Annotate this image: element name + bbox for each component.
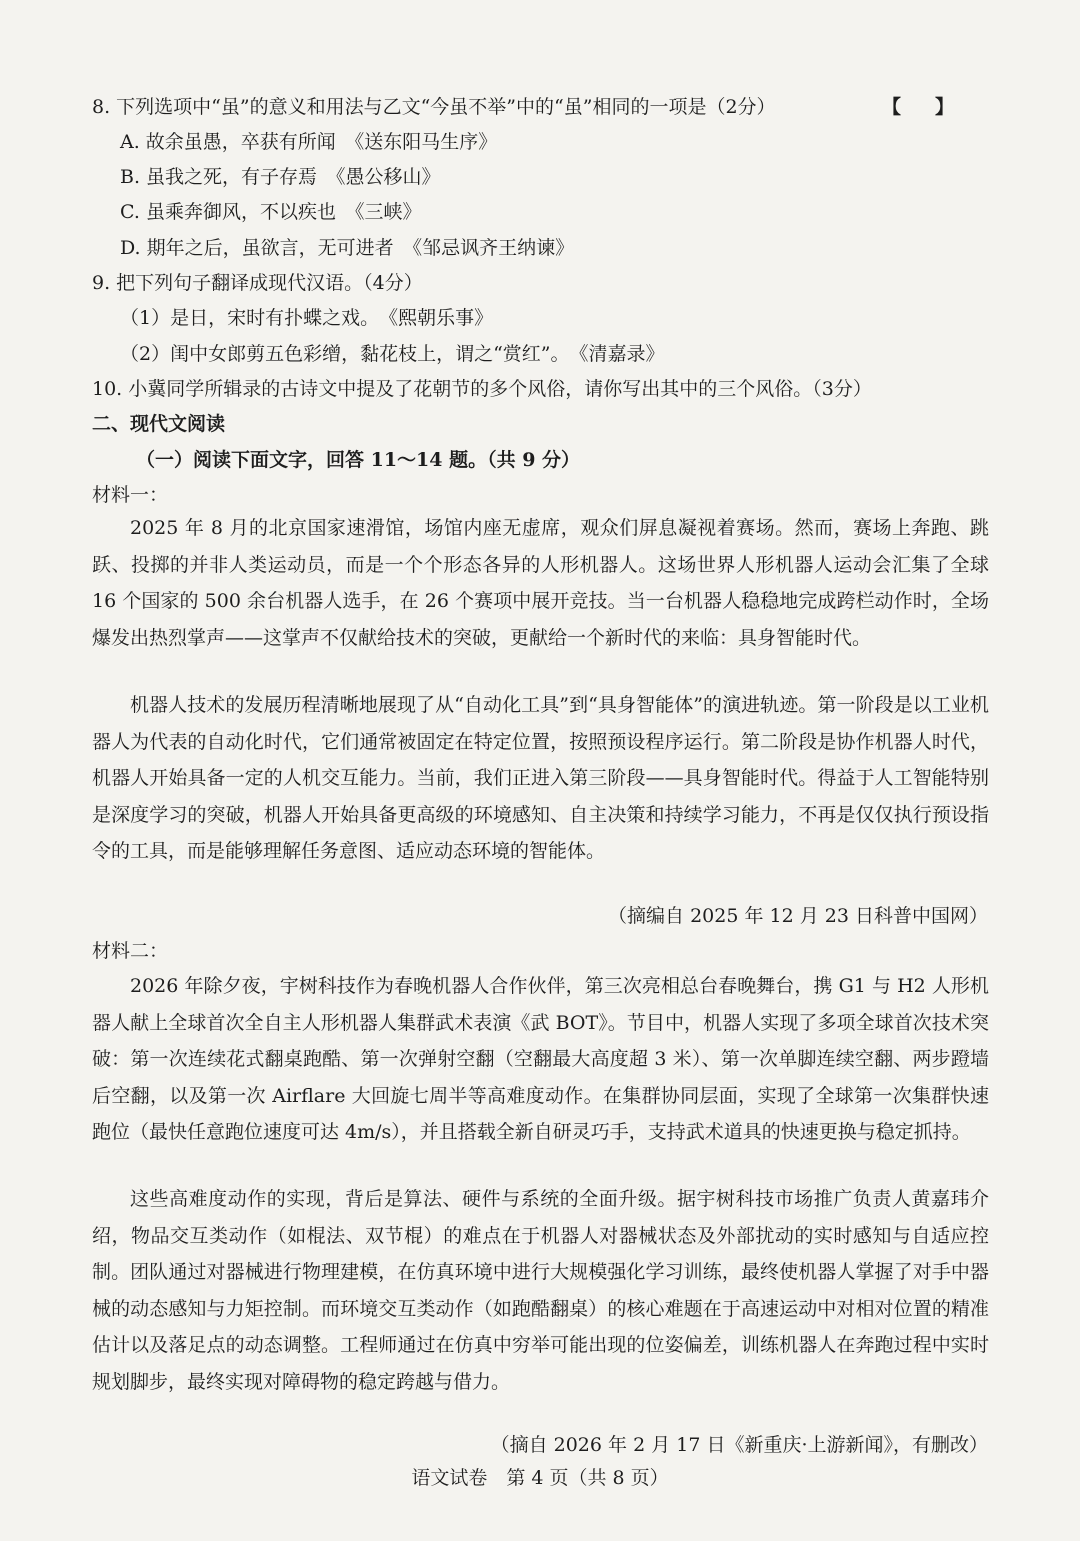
q8-option-d: D. 期年之后，虽欲言，无可进者 《邹忌讽齐王纳谏》 (120, 237, 575, 259)
page-footer: 语文试卷 第 4 页（共 8 页） (411, 1467, 669, 1489)
q8-option-b: B. 虽我之死，有子存焉 《愚公移山》 (120, 166, 441, 188)
q9-item-1: （1）是日，宋时有扑蝶之戏。 《熙朝乐事》 (120, 307, 494, 329)
material-2-paragraph: 2026 年除夕夜，宇树科技作为春晚机器人合作伙伴，第三次亮相总台春晚舞台，携 G1 与 H2 人形机器人献上全球首次全自主人形机器人集群武术表演《武 BOT》。节目中，机器人实现了多项全球首次技术突破：第一次连续花式翻桌跑酷、第一次弹射空翻（空翻最大高度超 3 米）、第一次单脚连续空翻、两步蹬墙后空翻，以及第一次 Airflare 大回旋七周半等高难度动作。在集群协同层面，实现了全球第一次集群快速跑位（最快任意跑位速度可达 4m/s），并且搭载全新自研灵巧手，支持武术道具的快速更换与稳定抓持。 (92, 975, 989, 1144)
question-8-stem: 8. 下列选项中“虽”的意义和用法与乙文“今虽不举”中的“虽”相同的一项是（2分） (92, 96, 776, 118)
q8-option-a: A. 故余虽愚，卒获有所闻 《送东阳马生序》 (120, 131, 498, 153)
material-2-paragraph: 这些高难度动作的实现，背后是算法、硬件与系统的全面升级。据宇树科技市场推广负责人黄嘉玮介绍，物品交互类动作（如棍法、双节棍）的难点在于机器人对器械状态及外部扰动的实时感知与自适应控制。团队通过对器械进行物理建模，在仿真环境中进行大规模强化学习训练，最终使机器人掌握了对手中器械的动态感知与力矩控制。而环境交互类动作（如跑酷翻桌）的核心难题在于高速运动中对相对位置的精准估计以及落足点的动态调整。工程师通过在仿真中穷举可能出现的位姿偏差，训练机器人在奔跑过程中实时规划脚步，最终实现对障碍物的稳定跨越与借力。 (92, 1188, 989, 1393)
material-1-paragraph: 机器人技术的发展历程清晰地展现了从“自动化工具”到“具身智能体”的演进轨迹。第一阶段是以工业机器人为代表的自动化时代，它们通常被固定在特定位置，按照预设程序运行。第二阶段是协作机器人时代，机器人开始具备一定的人机交互能力。当前，我们正进入第三阶段——具身智能时代。得益于人工智能特别是深度学习的突破，机器人开始具备更高级的环境感知、自主决策和持续学习能力，不再是仅仅执行预设指令的工具，而是能够理解任务意图、适应动态环境的智能体。 (92, 694, 989, 863)
material-2-label: 材料二： (92, 940, 169, 962)
material-1-paragraph: 2025 年 8 月的北京国家速滑馆，场馆内座无虚席，观众们屏息凝视着赛场。然而，赛场上奔跑、跳跃、投掷的并非人类运动员，而是一个个形态各异的人形机器人。这场世界人形机器人运动会汇集了全球 16 个国家的 500 余台机器人选手，在 26 个赛项中展开竞技。当一台机器人稳稳地完成跨栏动作时，全场爆发出热烈掌声——这掌声不仅献给技术的突破，更献给一个新时代的来临：具身智能时代。 (92, 517, 989, 649)
q9-item-2: （2）闺中女郎剪五色彩缯，黏花枝上，谓之“赏红”。 《清嘉录》 (120, 343, 665, 365)
q8-option-c: C. 虽乘奔御风，不以疾也 《三峡》 (120, 201, 422, 223)
material-1-source: （摘编自 2025 年 12 月 23 日科普中国网） (608, 905, 988, 927)
section-sub-heading: （一）阅读下面文字，回答 11～14 题。（共 9 分） (136, 449, 581, 471)
question-9-stem: 9. 把下列句子翻译成现代汉语。（4分） (92, 272, 423, 294)
section-heading: 二、现代文阅读 (92, 413, 226, 435)
question-10-stem: 10. 小冀同学所辑录的古诗文中提及了花朝节的多个风俗，请你写出其中的三个风俗。（3分） (92, 378, 872, 400)
material-2-source: （摘自 2026 年 2 月 17 日《新重庆·上游新闻》，有删改） (490, 1434, 988, 1456)
answer-bracket: 【】 (881, 96, 988, 118)
material-1-label: 材料一： (92, 484, 169, 506)
